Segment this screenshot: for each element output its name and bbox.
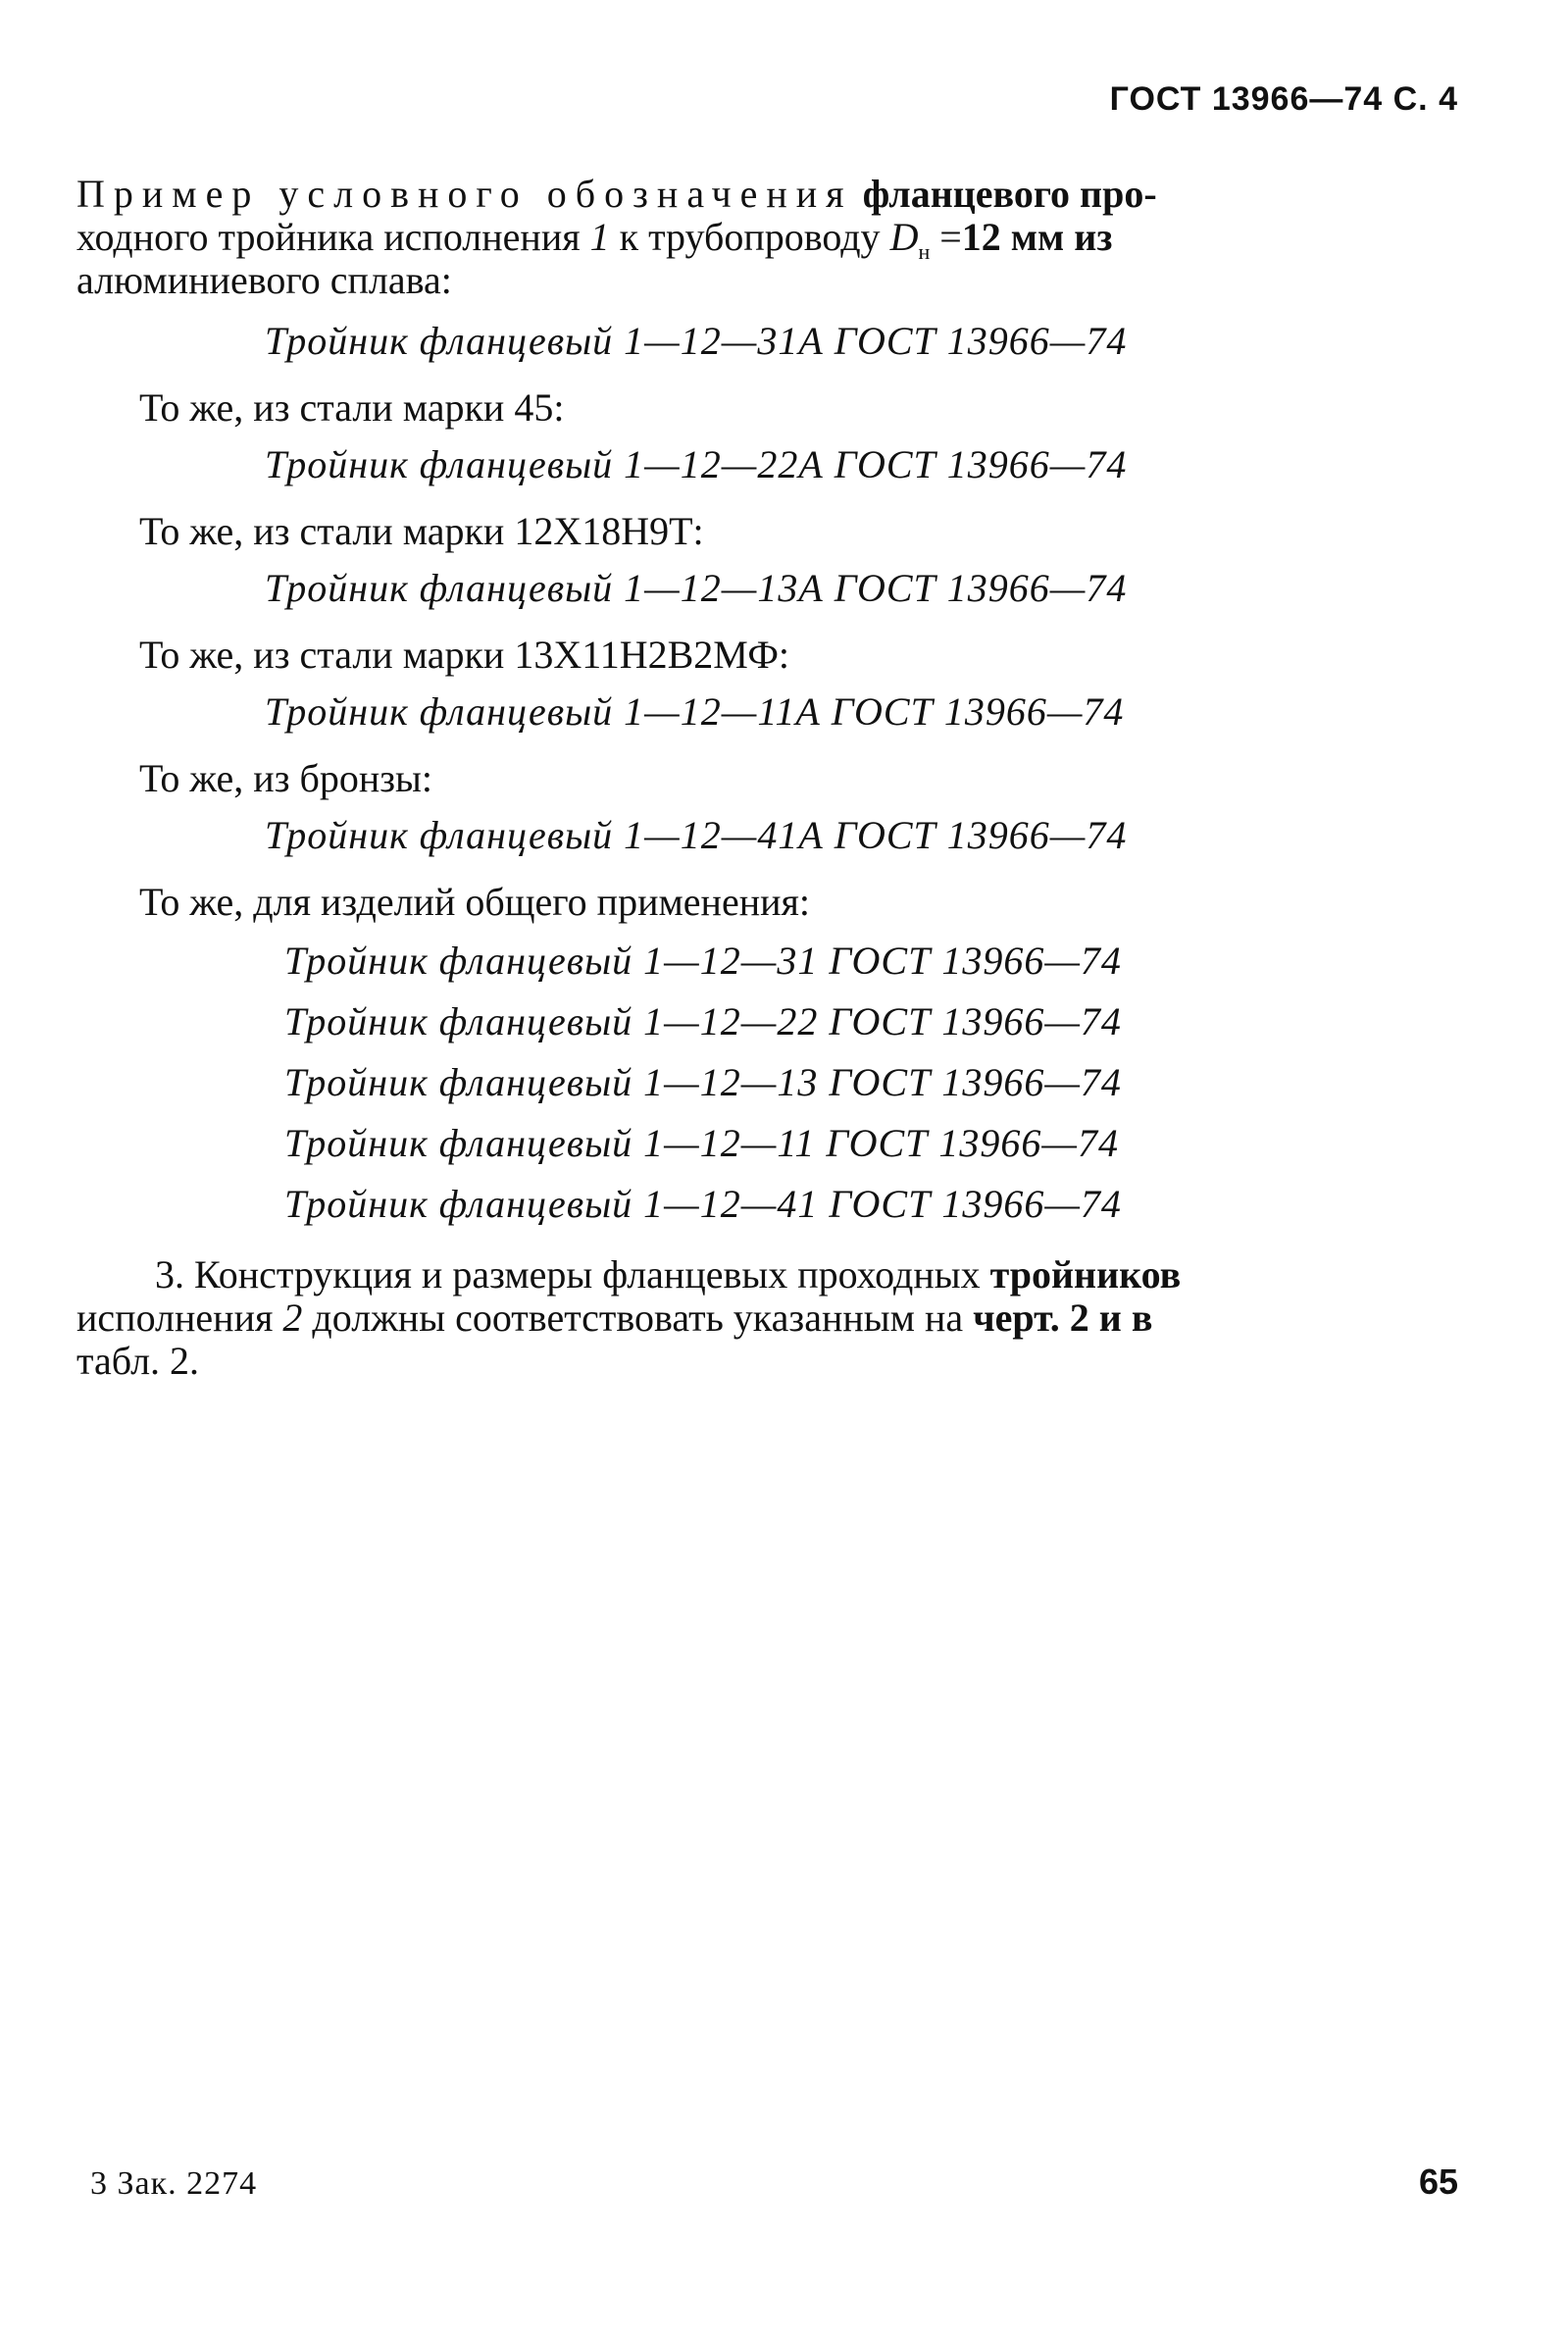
para2-text-5: черт. 2 и в [973,1296,1153,1340]
dn-symbol: D [889,215,919,259]
construction-paragraph [76,1253,1459,1383]
dn-subscript: н [918,239,931,264]
page-number: 65 [1418,2161,1458,2202]
para2-exec-number: 2 [282,1296,303,1340]
designation-line: Тройник фланцевый 1—12—13 ГОСТ 13966—74 [284,1060,1122,1104]
designation-example-paragraph [76,173,1459,302]
para2-text-1: 3. Конструкция и размеры фланцевых проходных [155,1252,990,1297]
designation-line: Тройник фланцевый 1—12—13А ГОСТ 13966—74 [265,566,1128,610]
para2-text-2: тройников [989,1252,1182,1297]
designation-line: Тройник фланцевый 1—12—11А ГОСТ 13966—74 [265,689,1125,734]
para1-text-1: Пример условного обозначения [76,172,853,216]
page-header: ГОСТ 13966—74 С. 4 [1109,80,1458,118]
material-line: То же, из стали марки 13Х11Н2В2МФ: [139,633,790,677]
designation-line: Тройник фланцевый 1—12—41А ГОСТ 13966—74 [265,813,1128,857]
para2-text-6: табл. 2. [76,1339,200,1383]
designation-line: Тройник фланцевый 1—12—31 ГОСТ 13966—74 [284,939,1122,983]
designation-line: Тройник фланцевый 1—12—41 ГОСТ 13966—74 [284,1182,1122,1226]
para1-text-4: к трубопроводу [609,215,890,259]
designation-line: Тройник фланцевый 1—12—22 ГОСТ 13966—74 [284,999,1122,1043]
para1-text-2: фланцевого про- [862,172,1157,216]
order-number: 3 Зак. 2274 [90,2165,258,2202]
material-line: То же, для изделий общего применения: [139,880,811,924]
para1-text-3: ходного тройника исполнения [76,215,590,259]
designation-line: Тройник фланцевый 1—12—11 ГОСТ 13966—74 [284,1121,1119,1165]
designation-line: Тройник фланцевый 1—12—22А ГОСТ 13966—74 [265,442,1128,486]
material-line: То же, из стали марки 12Х18Н9Т: [139,509,704,553]
designation-line: Тройник фланцевый 1—12—31А ГОСТ 13966—74 [265,319,1128,363]
para1-exec-number: 1 [589,215,610,259]
para1-text-7: алюминиевого сплава: [76,258,452,302]
para2-text-3: исполнения [76,1296,283,1340]
para1-text-6: 12 мм из [961,215,1113,259]
material-line: То же, из бронзы: [139,756,433,800]
material-line: То же, из стали марки 45: [139,385,565,430]
para2-text-4: должны соответствовать указанным на [302,1296,974,1340]
para1-text-5: = [930,215,962,259]
